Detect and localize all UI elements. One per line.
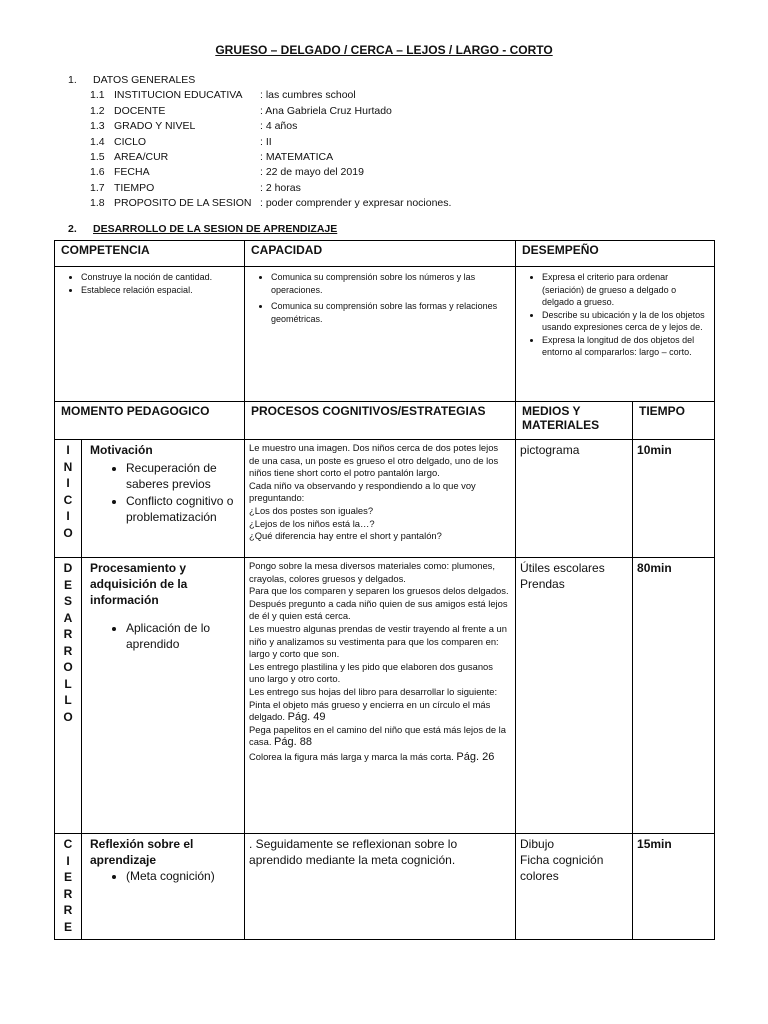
item-value: : 22 de mayo del 2019 <box>260 166 364 179</box>
header-momento: MOMENTO PEDAGOGICO <box>55 402 245 440</box>
item-label: DOCENTE <box>114 104 166 117</box>
section-title: DESARROLLO DE LA SESION DE APRENDIZAJE <box>93 223 338 235</box>
material-item: pictograma <box>520 443 580 457</box>
item-label: INSTITUCION EDUCATIVA <box>114 89 243 102</box>
item-label: PROPOSITO DE LA SESION <box>114 197 252 210</box>
step-text: Pega papelitos en el camino del niño que está más lejos de la casa. <box>249 723 506 748</box>
step <box>249 751 511 764</box>
inicio-label <box>55 440 82 558</box>
list-item: • Aplicación de lo aprendido <box>126 620 240 652</box>
list-item: • Comunica su comprensión sobre las formas y relaciones geométricas. <box>271 300 511 325</box>
cierre-proceso: . Seguidamente se reflexionan sobre lo aprendido mediante la meta cognición. <box>245 834 516 940</box>
item-number: 1.8 <box>90 197 105 210</box>
section-number: 2. <box>68 223 77 235</box>
item-label: AREA/CUR <box>114 151 169 164</box>
material-item: Ficha cognición <box>520 853 604 867</box>
step: Después pregunto a cada niño quien de sus amigos está lejos de él y quien está cerca. <box>249 597 508 622</box>
competencia-cell <box>55 267 245 402</box>
moment-title: Reflexión sobre el aprendizaje <box>90 837 194 867</box>
desarrollo-label <box>55 558 82 834</box>
item-number: 1.3 <box>90 120 105 133</box>
list-item: • Establece relación espacial. <box>81 284 240 297</box>
moment-title: Procesamiento y adquisición de la información <box>90 561 188 607</box>
list-item: • Comunica su comprensión sobre los números y las operaciones. <box>271 271 511 296</box>
page-ref: Pág. 26 <box>456 750 495 763</box>
list-item: • Construye la noción de cantidad. <box>81 271 240 284</box>
step: ¿Los dos postes son iguales? <box>249 504 374 516</box>
step-text: Pinta el objeto más grueso y encierra en un círculo el más delgado. <box>249 698 491 723</box>
item-value: : 4 años <box>260 120 298 133</box>
desempeno-cell <box>516 267 715 402</box>
vertical-letter: R <box>63 643 73 658</box>
vertical-letter: E <box>63 577 72 592</box>
item-value: : MATEMATICA <box>260 151 334 164</box>
section-2-heading <box>68 223 337 235</box>
header-tiempo: TIEMPO <box>633 402 715 440</box>
cierre-label <box>55 834 82 940</box>
moment-title: Motivación <box>90 443 153 457</box>
inicio-tiempo: 10min <box>633 440 715 558</box>
step: ¿Lejos de los niños está la…? <box>249 517 375 529</box>
item-value: : poder comprender y expresar nociones. <box>260 197 452 210</box>
datos-row <box>90 150 451 165</box>
item-value: : las cumbres school <box>260 89 356 102</box>
vertical-letter: E <box>63 919 72 934</box>
item-label: GRADO Y NIVEL <box>114 120 196 133</box>
desarrollo-tiempo: 80min <box>633 558 715 834</box>
desarrollo-medios <box>516 558 633 834</box>
section-number: 1. <box>68 74 77 86</box>
material-item: Prendas <box>520 577 565 591</box>
vertical-letter: N <box>63 459 73 474</box>
list-item: • Recuperación de saberes previos <box>126 460 240 492</box>
header-capacidad: CAPACIDAD <box>245 241 516 267</box>
datos-generales <box>68 73 451 212</box>
item-label: TIEMPO <box>114 181 155 194</box>
item-number: 1.2 <box>90 104 105 117</box>
material-item: colores <box>520 869 559 883</box>
vertical-letter: L <box>64 676 72 691</box>
inicio-moment <box>82 440 245 558</box>
vertical-letter: O <box>63 525 73 540</box>
header-procesos: PROCESOS COGNITIVOS/ESTRATEGIAS <box>245 402 516 440</box>
vertical-letter: C <box>63 492 73 507</box>
desarrollo-moment <box>82 558 245 834</box>
vertical-letter: E <box>63 870 72 884</box>
vertical-letter: S <box>63 594 72 608</box>
item-number: 1.7 <box>90 181 105 194</box>
step: Pongo sobre la mesa diversos materiales como: plumones, crayolas, colores gruesos y delgados. <box>249 560 495 584</box>
vertical-letter: I <box>66 476 70 490</box>
vertical-letter: I <box>66 853 70 868</box>
item-value: : II <box>260 135 272 148</box>
vertical-letter: I <box>66 509 70 523</box>
item-number: 1.1 <box>90 89 105 102</box>
vertical-letter: I <box>66 443 70 457</box>
item-number: 1.6 <box>90 166 105 179</box>
list-item: • Expresa el criterio para ordenar (seriación) de grueso a delgado o delgado a grueso. <box>542 271 710 309</box>
list-item: • (Meta cognición) <box>126 868 240 884</box>
item-number: 1.5 <box>90 151 105 164</box>
cierre-tiempo: 15min <box>633 834 715 940</box>
vertical-letter: C <box>63 837 73 851</box>
step: ¿Qué diferencia hay entre el short y pantalón? <box>249 530 442 542</box>
vertical-letter: R <box>63 627 73 641</box>
step: Le muestro una imagen. Dos niños cerca de dos potes lejos de una casa, un poste es grueso el otro delgado, uno de los niños tiene short corto el potro pantalón largo. <box>249 442 499 479</box>
vertical-letter: R <box>63 886 73 901</box>
step: Les entrego plastilina y les pido que elaboren dos gusanos uno largo y otro corto. <box>249 660 493 685</box>
section-heading: DATOS GENERALES <box>93 74 196 86</box>
datos-row <box>90 135 451 150</box>
session-table <box>54 240 715 940</box>
desarrollo-proceso <box>245 558 516 834</box>
item-value: : Ana Gabriela Cruz Hurtado <box>260 104 392 117</box>
datos-row <box>90 165 451 180</box>
item-label: CICLO <box>114 135 147 148</box>
list-item: • Conflicto cognitivo o problematización <box>126 493 240 525</box>
material-item: Dibujo <box>520 837 555 851</box>
step-text: Colorea la figura más larga y marca la más corta. <box>249 750 454 762</box>
page-ref: Pág. 88 <box>274 736 312 749</box>
item-value: : 2 horas <box>260 181 301 194</box>
cierre-moment <box>82 834 245 940</box>
inicio-proceso <box>245 440 516 558</box>
capacidad-cell <box>245 267 516 402</box>
list-item: • Expresa la longitud de dos objetos del entorno al compararlos: largo – corto. <box>542 334 710 359</box>
datos-row <box>90 181 451 196</box>
vertical-letter: O <box>63 709 73 724</box>
datos-row <box>90 119 451 134</box>
vertical-letter: L <box>64 693 72 707</box>
vertical-letter: O <box>63 660 73 674</box>
step <box>249 724 511 749</box>
header-medios: MEDIOS Y MATERIALES <box>516 402 633 440</box>
datos-row <box>90 196 451 211</box>
page-title: GRUESO – DELGADO / CERCA – LEJOS / LARGO - CORTO <box>215 43 553 57</box>
vertical-letter: A <box>63 610 73 625</box>
header-desempeno: DESEMPEÑO <box>516 241 715 267</box>
cierre-medios <box>516 834 633 940</box>
page-ref: Pág. 49 <box>287 711 326 724</box>
datos-row <box>90 88 451 103</box>
datos-row <box>90 104 451 119</box>
header-competencia: COMPETENCIA <box>55 241 245 267</box>
material-item: Útiles escolares <box>520 561 605 575</box>
inicio-medios <box>516 440 633 558</box>
step: Les muestro algunas prendas de vestir trayendo al frente a un niño y analizamos su vestimenta para que los comparen en: largo y corto que son. <box>249 622 507 660</box>
step <box>249 699 511 724</box>
list-item: • Describe su ubicación y la de los objetos usando expresiones cerca de y lejos de. <box>542 309 710 334</box>
item-label: FECHA <box>114 166 150 179</box>
step: Para que los comparen y separen los gruesos delos delgados. <box>249 585 509 597</box>
step: Cada niño va observando y respondiendo a lo que voy preguntando: <box>249 479 476 504</box>
vertical-letter: D <box>63 561 73 575</box>
step: Les entrego sus hojas del libro para desarrollar lo siguiente: <box>249 685 498 697</box>
vertical-letter: R <box>63 903 73 917</box>
item-number: 1.4 <box>90 135 105 148</box>
